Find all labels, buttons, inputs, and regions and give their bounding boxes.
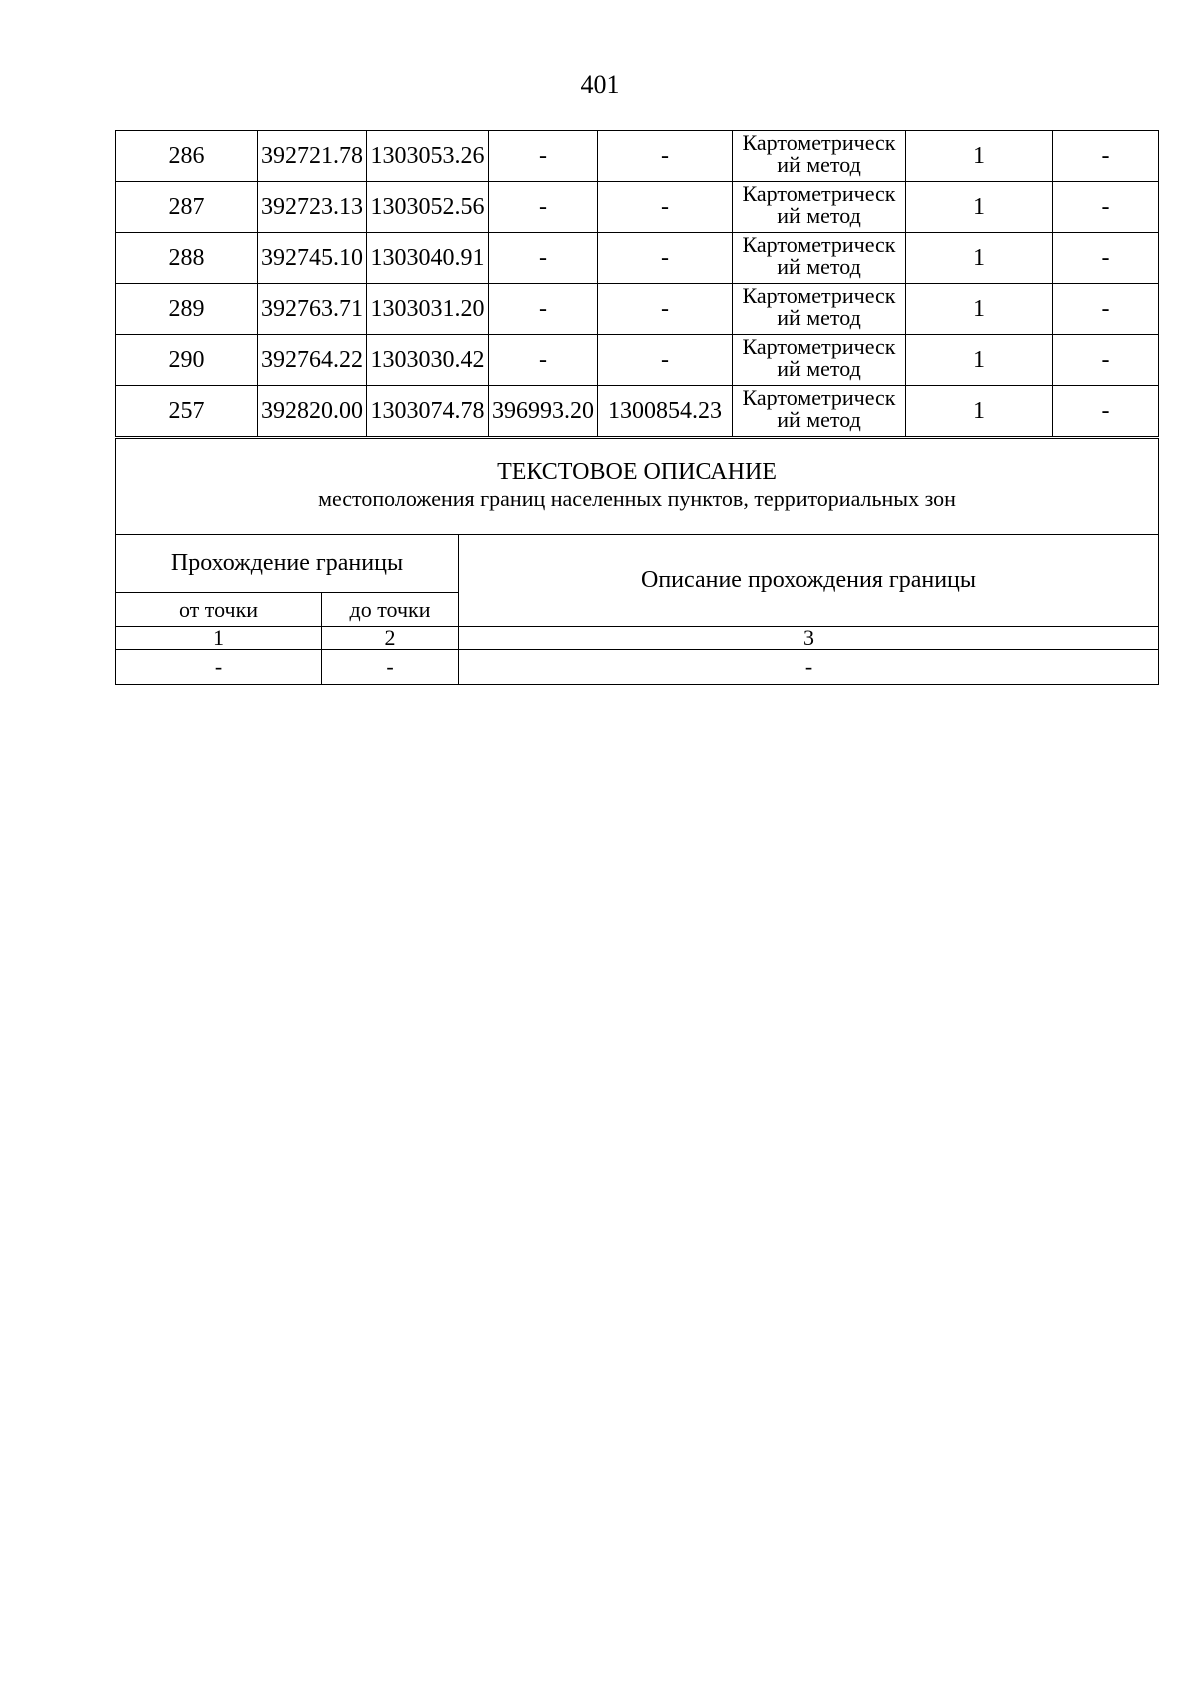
point-number-cell: 286 (116, 131, 258, 182)
method-line-2: ий метод (777, 305, 861, 330)
x-old-coordinate-cell: 396993.20 (489, 386, 598, 437)
method-cell (733, 233, 906, 284)
y-old-coordinate-cell: 1300854.23 (598, 386, 733, 437)
table-row (116, 386, 1159, 437)
y-coordinate-cell: 1303031.20 (367, 284, 489, 335)
coordinates-table (115, 130, 1159, 437)
point-description-cell: - (1053, 182, 1159, 233)
x-coordinate-cell: 392763.71 (258, 284, 367, 335)
method-line-2: ий метод (777, 356, 861, 381)
method-cell (733, 386, 906, 437)
point-number-cell: 289 (116, 284, 258, 335)
accuracy-cell: 1 (906, 182, 1053, 233)
method-line-2: ий метод (777, 407, 861, 432)
to-point-header: до точки (322, 593, 459, 627)
method-cell (733, 284, 906, 335)
accuracy-cell: 1 (906, 335, 1053, 386)
method-line-1: Картометрическ (742, 283, 896, 308)
text-description-table (115, 438, 1159, 685)
accuracy-cell: 1 (906, 131, 1053, 182)
y-old-coordinate-cell: - (598, 284, 733, 335)
table-row (116, 131, 1159, 182)
method-line-2: ий метод (777, 254, 861, 279)
y-old-coordinate-cell: - (598, 182, 733, 233)
x-old-coordinate-cell: - (489, 335, 598, 386)
x-coordinate-cell: 392723.13 (258, 182, 367, 233)
method-cell (733, 182, 906, 233)
point-description-cell: - (1053, 335, 1159, 386)
y-old-coordinate-cell: - (598, 233, 733, 284)
method-line-2: ий метод (777, 152, 861, 177)
point-number-cell: 290 (116, 335, 258, 386)
to-point-cell: - (322, 650, 459, 685)
text-description-subtitle: местоположения границ населенных пунктов, территориальных зон (318, 485, 956, 511)
text-description-heading (116, 439, 1159, 535)
column-number-1: 1 (116, 627, 322, 650)
passage-description-header: Описание прохождения границы (459, 535, 1159, 627)
method-line-1: Картометрическ (742, 181, 896, 206)
x-coordinate-cell: 392820.00 (258, 386, 367, 437)
table-row (116, 182, 1159, 233)
x-old-coordinate-cell: - (489, 233, 598, 284)
method-cell (733, 335, 906, 386)
column-number-3: 3 (459, 627, 1159, 650)
point-description-cell: - (1053, 284, 1159, 335)
y-coordinate-cell: 1303030.42 (367, 335, 489, 386)
x-coordinate-cell: 392745.10 (258, 233, 367, 284)
boundary-passage-header: Прохождение границы (116, 535, 459, 593)
text-description-title: ТЕКСТОВОЕ ОПИСАНИЕ (497, 458, 777, 485)
y-old-coordinate-cell: - (598, 131, 733, 182)
point-description-cell: - (1053, 131, 1159, 182)
x-old-coordinate-cell: - (489, 182, 598, 233)
method-line-1: Картометрическ (742, 334, 896, 359)
y-coordinate-cell: 1303074.78 (367, 386, 489, 437)
accuracy-cell: 1 (906, 386, 1053, 437)
accuracy-cell: 1 (906, 284, 1053, 335)
from-point-header: от точки (116, 593, 322, 627)
method-line-1: Картометрическ (742, 385, 896, 410)
page-number: 401 (580, 70, 620, 99)
y-coordinate-cell: 1303040.91 (367, 233, 489, 284)
x-old-coordinate-cell: - (489, 131, 598, 182)
point-number-cell: 288 (116, 233, 258, 284)
point-description-cell: - (1053, 233, 1159, 284)
table-row (116, 335, 1159, 386)
accuracy-cell: 1 (906, 233, 1053, 284)
from-point-cell: - (116, 650, 322, 685)
passage-description-cell: - (459, 650, 1159, 685)
y-coordinate-cell: 1303053.26 (367, 131, 489, 182)
point-number-cell: 257 (116, 386, 258, 437)
table-row (116, 284, 1159, 335)
method-line-2: ий метод (777, 203, 861, 228)
table-row (116, 650, 1159, 685)
coordinates-table-body (116, 131, 1159, 437)
x-coordinate-cell: 392721.78 (258, 131, 367, 182)
column-number-2: 2 (322, 627, 459, 650)
point-description-cell: - (1053, 386, 1159, 437)
x-coordinate-cell: 392764.22 (258, 335, 367, 386)
method-cell (733, 131, 906, 182)
y-coordinate-cell: 1303052.56 (367, 182, 489, 233)
point-number-cell: 287 (116, 182, 258, 233)
y-old-coordinate-cell: - (598, 335, 733, 386)
method-line-1: Картометрическ (742, 130, 896, 155)
method-line-1: Картометрическ (742, 232, 896, 257)
x-old-coordinate-cell: - (489, 284, 598, 335)
table-row (116, 233, 1159, 284)
